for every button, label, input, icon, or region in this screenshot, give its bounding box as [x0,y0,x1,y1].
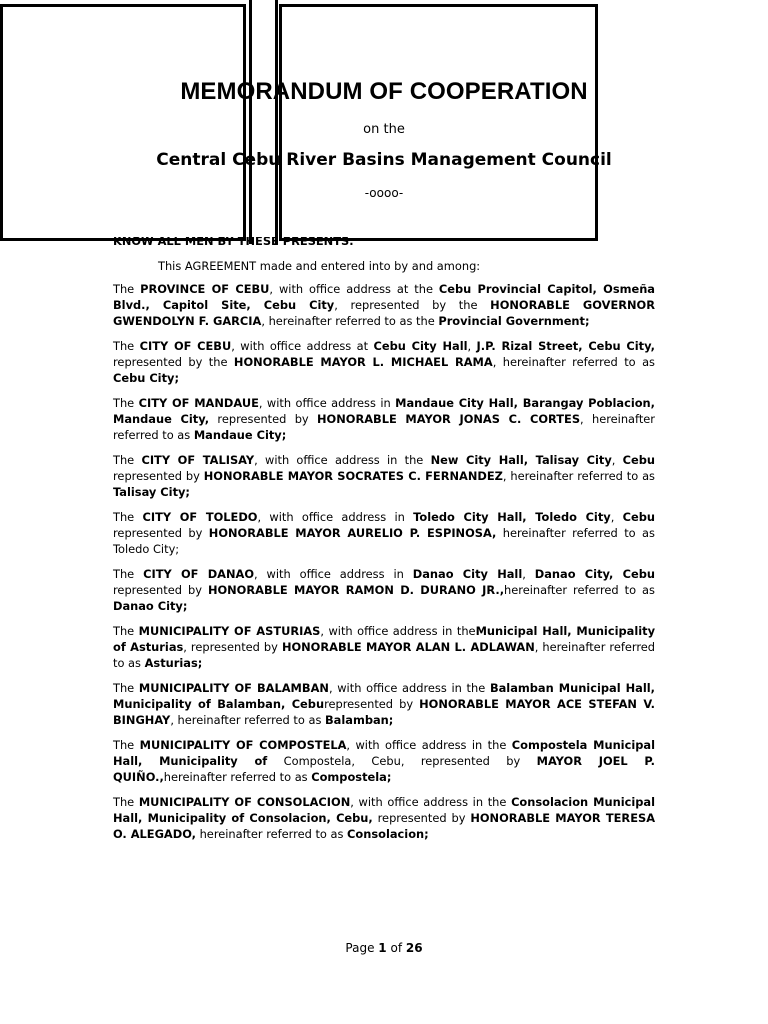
council-name: Central Cebu River Basins Management Council [156,150,612,170]
party-paragraph: The MUNICIPALITY OF COMPOSTELA, with office address in the Compostela Municipal Hall, Municipality of Compostela, Cebu, represented by MAYOR JOEL P. QUIÑO.,hereinafter referred to as Compostela; [113,738,655,784]
party-paragraph: The MUNICIPALITY OF ASTURIAS, with office address in theMunicipal Hall, Municipality of Asturias, represented by HONORABLE MAYOR ALAN L. ADLAWAN, hereinafter referred to as Asturias; [113,624,656,670]
document-body [113,237,655,851]
party-paragraph: The CITY OF TOLEDO, with office address in Toledo City Hall, Toledo City, Cebu represented by HONORABLE MAYOR AURELIO P. ESPINOSA, hereinafter referred to as Toledo City; [113,510,655,556]
page-total: 26 [405,941,423,955]
document-title: MEMORANDUM OF COOPERATION [180,78,588,105]
section-divider: -oooo- [364,186,404,200]
party-paragraph: The MUNICIPALITY OF CONSOLACION, with office address in the Consolacion Municipal Hall, Municipality of Consolacion, Cebu, represented by HONORABLE MAYOR TERESA O. ALEGADO, hereinafter referred to as Consolacion; [113,795,656,841]
page-footer: Page 1 of 26 [345,941,423,955]
subtitle-on-the: on the [363,122,405,137]
party-paragraph: The CITY OF MANDAUE, with office address in Mandaue City Hall, Barangay Poblacion, Mandaue City, represented by HONORABLE MAYOR JONAS C. CORTES, hereinafter referred to as Mandaue City; [113,396,655,442]
agreement-intro: This AGREEMENT made and entered into by and among: [158,259,481,273]
page-number: 1 [378,941,387,955]
know-all-heading: KNOW ALL MEN BY THESE PRESENTS: [113,237,354,248]
party-paragraph: The CITY OF DANAO, with office address in Danao City Hall, Danao City, Cebu represented by HONORABLE MAYOR RAMON D. DURANO JR.,hereinafter referred to as Danao City; [113,567,655,613]
party-paragraph: The PROVINCE OF CEBU, with office address at the Cebu Provincial Capitol, Osmeña Blvd., Capitol Site, Cebu City, represented by the HONORABLE GOVERNOR GWENDOLYN F. GARCIA, hereinafter referred to as the Provincial Government; [113,282,655,328]
party-paragraph: The MUNICIPALITY OF BALAMBAN, with office address in the Balamban Municipal Hall, Municipality of Balamban, Ceburepresented by HONORABLE MAYOR ACE STEFAN V. BINGHAY, hereinafter referred to as Balamban; [113,681,656,727]
party-paragraph: The CITY OF CEBU, with office address at Cebu City Hall, J.P. Rizal Street, Cebu City, represented by the HONORABLE MAYOR L. MICHAEL RAMA, hereinafter referred to as Cebu City; [113,339,655,385]
party-paragraph: The CITY OF TALISAY, with office address in the New City Hall, Talisay City, Cebu represented by HONORABLE MAYOR SOCRATES C. FERNANDEZ, hereinafter referred to as Talisay City; [113,453,655,499]
